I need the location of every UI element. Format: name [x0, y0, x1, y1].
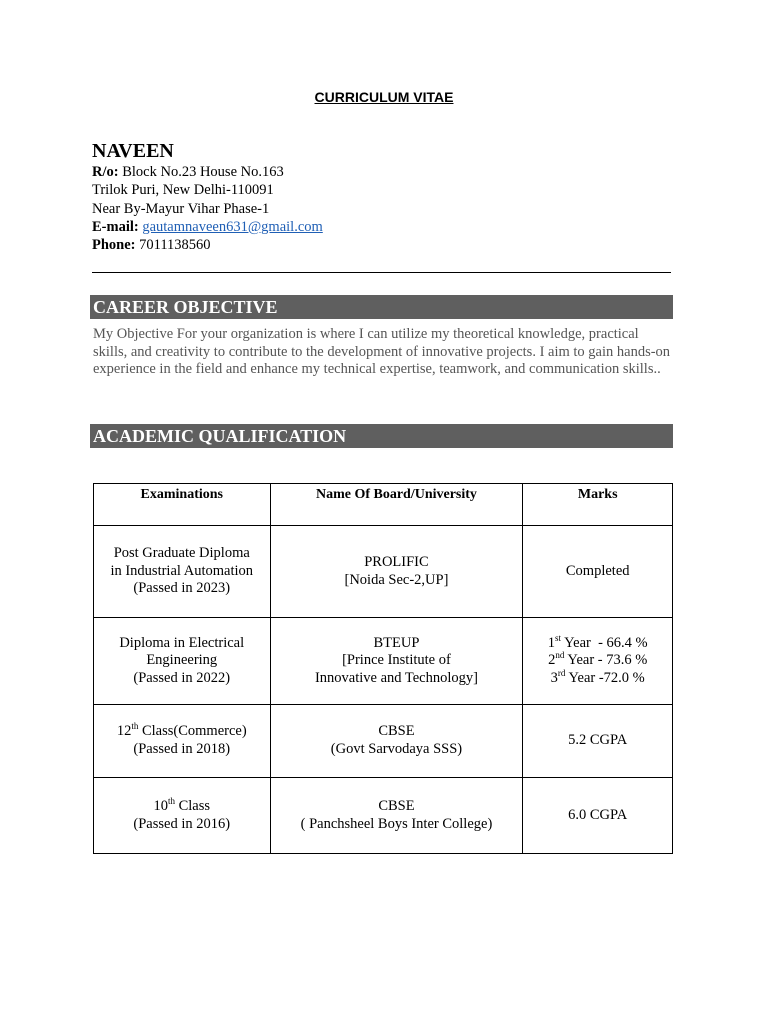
exam-line: (Passed in 2016)	[133, 815, 231, 832]
table-row	[94, 705, 673, 778]
board-cell	[270, 778, 523, 854]
board-line: CBSE	[378, 723, 415, 740]
exam-line: in Industrial Automation	[110, 562, 254, 579]
exam-cell	[94, 526, 271, 618]
board-cell	[270, 526, 523, 618]
address-line-1	[92, 163, 323, 181]
marks-cell	[523, 526, 673, 618]
marks-line: 6.0 CGPA	[568, 806, 628, 823]
exam-cell	[94, 705, 271, 778]
table-header-row	[94, 484, 673, 526]
board-cell	[270, 618, 523, 705]
marks-year-2: 2nd Year - 73.6 %	[548, 650, 648, 669]
board-line: Innovative and Technology]	[314, 669, 478, 686]
header-board: Name Of Board/University	[270, 484, 523, 526]
marks-cell	[523, 705, 673, 778]
address-line-1-text: Block No.23 House No.163	[122, 164, 284, 180]
exam-line: Engineering	[146, 652, 218, 669]
document-title: CURRICULUM VITAE	[314, 89, 454, 105]
marks-line: 5.2 CGPA	[568, 732, 628, 749]
marks-year-3: 3rd Year -72.0 %	[550, 667, 645, 686]
header-examinations: Examinations	[94, 484, 271, 526]
marks-year-1: 1st Year - 66.4 %	[547, 632, 648, 651]
exam-cell	[94, 778, 271, 854]
phone-label: Phone:	[92, 237, 136, 254]
marks-cell	[523, 778, 673, 854]
career-objective-text: My Objective For your organization is where I can utilize my theoretical knowledge, practical skills, and creativity to contribute to the development of innovative projects. I aim to gain hands-on experience in the field and enhance my technical expertise, teamwork, and communication skills..	[93, 326, 671, 378]
table-row	[94, 618, 673, 705]
address-line-3: Near By-Mayur Vihar Phase-1	[92, 200, 270, 217]
table-row	[94, 526, 673, 618]
board-line: ( Panchsheel Boys Inter College)	[300, 815, 493, 832]
email-line	[92, 218, 323, 236]
marks-line: Completed	[565, 562, 630, 579]
exam-line: Diploma in Electrical	[119, 634, 245, 651]
divider-line	[92, 272, 671, 273]
contact-block	[92, 163, 323, 254]
address-line-2: Trilok Puri, New Delhi-110091	[92, 182, 274, 199]
email-link[interactable]: gautamnaveen631@gmail.com	[142, 218, 323, 235]
exam-line: (Passed in 2018)	[133, 741, 231, 757]
board-line: (Govt Sarvodaya SSS)	[330, 741, 463, 757]
exam-line: Post Graduate Diploma	[113, 545, 250, 562]
board-line: [Noida Sec-2,UP]	[344, 571, 449, 588]
exam-line: 12th Class(Commerce)	[116, 721, 247, 740]
exam-line: 10th Class	[153, 795, 211, 814]
marks-cell	[523, 618, 673, 705]
career-objective-heading: CAREER OBJECTIVE	[90, 295, 673, 319]
exam-cell	[94, 618, 271, 705]
academic-qualification-heading: ACADEMIC QUALIFICATION	[90, 424, 673, 448]
header-marks: Marks	[523, 484, 673, 526]
board-line: PROLIFIC	[364, 553, 429, 570]
academic-table	[93, 483, 673, 854]
board-line: BTEUP	[373, 634, 420, 651]
board-cell	[270, 705, 523, 778]
table-row	[94, 778, 673, 854]
phone-number: 7011138560	[139, 237, 211, 254]
ro-label: R/o:	[92, 164, 119, 180]
phone-line	[92, 236, 323, 254]
board-line: [Prince Institute of	[342, 652, 451, 669]
exam-line: (Passed in 2023)	[133, 580, 231, 597]
exam-line: (Passed in 2022)	[133, 669, 231, 686]
candidate-name: NAVEEN	[92, 140, 174, 162]
board-line: CBSE	[378, 797, 415, 814]
email-label: E-mail:	[92, 218, 139, 235]
